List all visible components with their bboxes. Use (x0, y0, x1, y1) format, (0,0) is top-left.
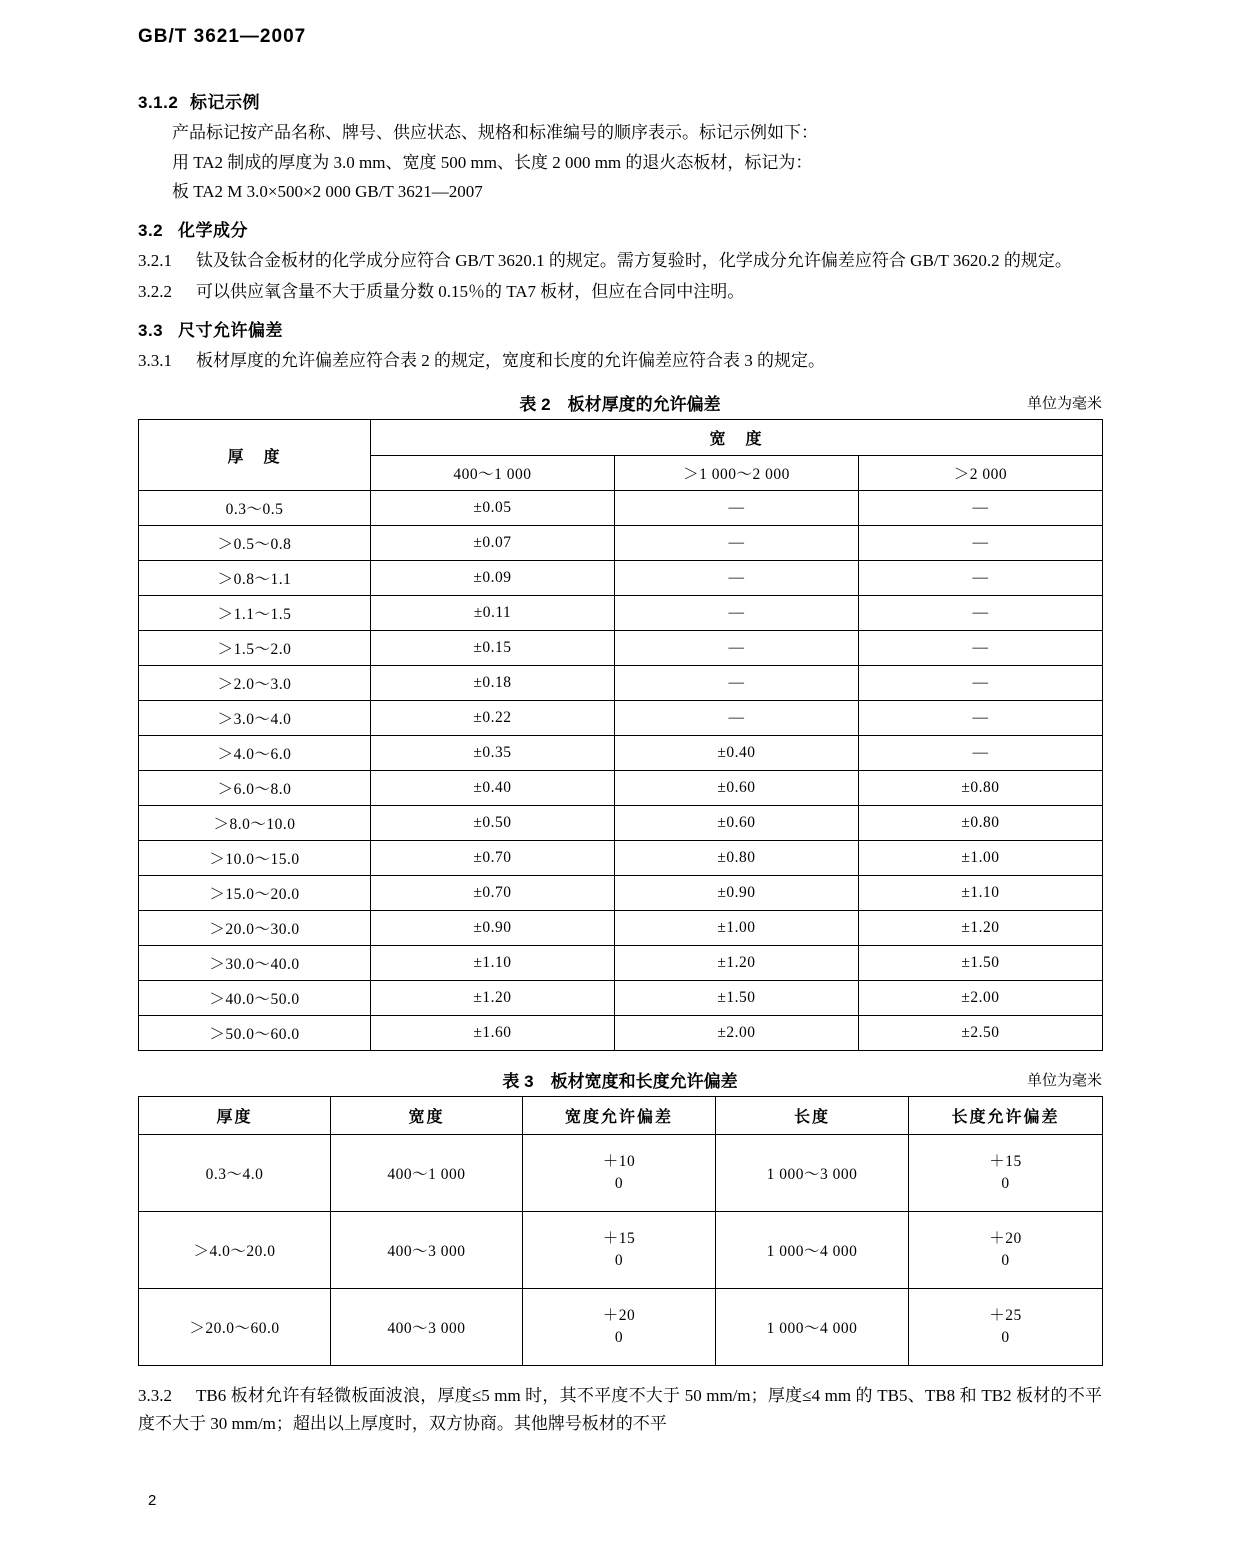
table-2-cell-value: ±1.20 (615, 946, 859, 981)
table-3-col-length-tol: 长度允许偏差 (909, 1097, 1103, 1135)
table-3-cell-length-tol-upper: ＋25 (989, 1306, 1022, 1324)
table-3-cell-length-tol (909, 1212, 1103, 1289)
table-2-cell-value: — (615, 526, 859, 561)
heading-3-2 (138, 216, 1102, 241)
table-2-cell-thickness: ＞6.0～8.0 (139, 771, 371, 806)
table-3-cell-length-tol-lower: 0 (1001, 1175, 1010, 1193)
table-3-col-thickness: 厚度 (139, 1097, 331, 1135)
table-3-cell-width-tol-upper: ＋20 (602, 1306, 636, 1324)
clause-3-3-2-text: TB6 板材允许有轻微板面波浪，厚度≤5 mm 时，其不平度不大于 50 mm/m；厚度≤4 mm 的 TB5、TB8 和 TB2 板材的不平度不大于 30 mm/m；超出以上厚度时，双方协商。其他牌号板材的不平 (138, 1386, 1102, 1433)
table-2-caption-text: 表 2 板材厚度的允许偏差 (519, 395, 721, 415)
table-2-cell-value: ±0.11 (371, 596, 615, 631)
table-3-cell-length-tol-upper: ＋20 (989, 1229, 1022, 1247)
table-2-cell-value: ±1.20 (371, 981, 615, 1016)
table-2-col-width-1: 400～1 000 (371, 456, 615, 491)
table-2-cell-value: ±0.60 (615, 806, 859, 841)
paragraph-3-1-2-2: 用 TA2 制成的厚度为 3.0 mm、宽度 500 mm、长度 2 000 mm 的退火态板材，标记为： (172, 152, 813, 172)
table-thickness-tolerance (138, 419, 1103, 1051)
table-2-unit: 单位为毫米 (1026, 395, 1102, 413)
clause-3-2-2 (138, 278, 1102, 306)
table-3-cell-width: 400～3 000 (331, 1289, 523, 1366)
table-2-col-width-3: ＞2 000 (859, 456, 1103, 491)
table-3-cell-length-tol-upper: ＋15 (989, 1152, 1022, 1170)
table-3-cell-thickness: ＞4.0～20.0 (139, 1212, 331, 1289)
table-row (139, 491, 1103, 526)
table-2-cell-thickness: ＞50.0～60.0 (139, 1016, 371, 1051)
table-3-cell-width-tol (523, 1135, 716, 1212)
table-2-cell-value: ±0.22 (371, 701, 615, 736)
table-2-cell-thickness: ＞0.5～0.8 (139, 526, 371, 561)
table-2-cell-value: — (615, 631, 859, 666)
table-2-col-thickness: 厚 度 (139, 420, 371, 491)
table-3-cell-width-tol-lower: 0 (614, 1252, 624, 1270)
table-2-cell-thickness: 0.3～0.5 (139, 491, 371, 526)
table-2-cell-value: ±1.10 (859, 876, 1103, 911)
table-2-cell-value: ±1.50 (615, 981, 859, 1016)
table-3-cell-width-tol-lower: 0 (614, 1329, 624, 1347)
clause-3-2-1-text: 钛及钛合金板材的化学成分应符合 GB/T 3620.1 的规定。需方复验时，化学成分允许偏差应符合 GB/T 3620.2 的规定。 (196, 250, 1072, 270)
table-row (139, 631, 1103, 666)
heading-3-3-number: 3.3 (138, 320, 164, 340)
table-2-cell-value: — (859, 526, 1103, 561)
table-row (139, 526, 1103, 561)
table-3-cell-thickness: ＞20.0～60.0 (139, 1289, 331, 1366)
table-2-cell-value: ±0.80 (859, 771, 1103, 806)
table-width-length-tolerance (138, 1096, 1103, 1366)
table-2-cell-value: ±1.00 (615, 911, 859, 946)
table-2-header-row-1 (139, 420, 1103, 456)
table-2-cell-value: ±1.00 (859, 841, 1103, 876)
table-3-col-width-tol: 宽度允许偏差 (523, 1097, 716, 1135)
table-2-cell-thickness: ＞1.1～1.5 (139, 596, 371, 631)
clause-3-2-2-number: 3.2.2 (138, 282, 172, 302)
table-2-cell-value: ±0.90 (371, 911, 615, 946)
table-3-col-length: 长度 (716, 1097, 909, 1135)
table-2-cell-thickness: ＞15.0～20.0 (139, 876, 371, 911)
table-2-caption (138, 390, 1102, 415)
table-2-cell-value: ±1.60 (371, 1016, 615, 1051)
clause-3-2-1 (138, 247, 1102, 275)
table-3-caption-text: 表 3 板材宽度和长度允许偏差 (502, 1072, 738, 1092)
table-row (139, 771, 1103, 806)
table-2-cell-value: ±0.70 (371, 841, 615, 876)
table-2-cell-value: ±2.00 (615, 1016, 859, 1051)
table-3-col-width: 宽度 (331, 1097, 523, 1135)
table-2-cell-value: ±0.80 (859, 806, 1103, 841)
table-row (139, 806, 1103, 841)
table-2-cell-value: ±0.09 (371, 561, 615, 596)
table-2-cell-thickness: ＞40.0～50.0 (139, 981, 371, 1016)
table-row (139, 596, 1103, 631)
table-2-cell-value: — (859, 596, 1103, 631)
table-row (139, 876, 1103, 911)
table-2-cell-value: ±0.15 (371, 631, 615, 666)
table-2-cell-value: ±0.35 (371, 736, 615, 771)
table-2-cell-value: ±0.50 (371, 806, 615, 841)
paragraph-3-1-2-1: 产品标记按产品名称、牌号、供应状态、规格和标准编号的顺序表示。标记示例如下： (172, 123, 818, 142)
table-2-cell-thickness: ＞1.5～2.0 (139, 631, 371, 666)
table-2-cell-value: — (859, 561, 1103, 596)
table-3-cell-width-tol-upper: ＋15 (602, 1229, 636, 1247)
table-3-cell-width-tol (523, 1289, 716, 1366)
table-3-cell-width-tol-upper: ＋10 (602, 1152, 636, 1170)
table-row (139, 911, 1103, 946)
table-row (139, 946, 1103, 981)
table-3-cell-width: 400～1 000 (331, 1135, 523, 1212)
table-2-cell-thickness: ＞2.0～3.0 (139, 666, 371, 701)
table-row (139, 736, 1103, 771)
clause-3-3-2-number: 3.3.2 (138, 1386, 172, 1406)
table-2-cell-value: — (615, 666, 859, 701)
heading-3-3 (138, 316, 1102, 341)
table-2-cell-value: — (615, 491, 859, 526)
table-2-cell-value: — (615, 596, 859, 631)
table-3-cell-length-tol (909, 1289, 1103, 1366)
table-3-cell-width-tol-lower: 0 (614, 1175, 624, 1193)
table-2-cell-value: — (615, 561, 859, 596)
table-2-cell-value: — (859, 631, 1103, 666)
heading-3-1-2-number: 3.1.2 (138, 93, 179, 112)
paragraph-3-1-2-3: 板 TA2 M 3.0×500×2 000 GB/T 3621—2007 (172, 182, 483, 202)
table-3-unit: 单位为毫米 (1026, 1072, 1102, 1090)
clause-3-2-2-text: 可以供应氧含量不大于质量分数 0.15％的 TA7 板材，但应在合同中注明。 (196, 282, 745, 302)
table-3-cell-length-tol-lower: 0 (1001, 1329, 1010, 1347)
table-2-cell-value: — (859, 701, 1103, 736)
table-row (139, 841, 1103, 876)
table-2-cell-value: ±0.05 (371, 491, 615, 526)
table-row (139, 981, 1103, 1016)
table-2-col-width-2: ＞1 000～2 000 (615, 456, 859, 491)
heading-3-1-2 (138, 88, 1102, 113)
heading-3-3-text: 尺寸允许偏差 (178, 320, 283, 340)
table-row (139, 1135, 1103, 1212)
document-body (138, 78, 1102, 1437)
table-2-cell-thickness: ＞0.8～1.1 (139, 561, 371, 596)
table-2-cell-thickness: ＞3.0～4.0 (139, 701, 371, 736)
table-3-header-row (139, 1097, 1103, 1135)
table-row (139, 666, 1103, 701)
table-2-cell-value: ±1.20 (859, 911, 1103, 946)
clause-3-3-1 (138, 347, 1102, 375)
table-2-cell-value: — (615, 701, 859, 736)
table-3-cell-length: 1 000～3 000 (716, 1135, 909, 1212)
table-row (139, 1289, 1103, 1366)
table-2-cell-thickness: ＞30.0～40.0 (139, 946, 371, 981)
clause-3-3-1-number: 3.3.1 (138, 350, 172, 370)
table-3-cell-width-tol (523, 1212, 716, 1289)
table-3-cell-length: 1 000～4 000 (716, 1212, 909, 1289)
table-2-cell-value: — (859, 736, 1103, 771)
table-2-cell-value: ±0.40 (371, 771, 615, 806)
table-2-cell-thickness: ＞8.0～10.0 (139, 806, 371, 841)
clause-3-3-2 (138, 1382, 1102, 1437)
table-2-col-width-group: 宽 度 (371, 420, 1103, 456)
table-row (139, 561, 1103, 596)
table-3-caption (138, 1067, 1102, 1092)
table-row (139, 1212, 1103, 1289)
table-2-cell-value: ±2.50 (859, 1016, 1103, 1051)
table-2-cell-value: ±2.00 (859, 981, 1103, 1016)
table-3-cell-width: 400～3 000 (331, 1212, 523, 1289)
table-2-cell-value: ±0.80 (615, 841, 859, 876)
clause-3-3-1-text: 板材厚度的允许偏差应符合表 2 的规定，宽度和长度的允许偏差应符合表 3 的规定。 (196, 350, 825, 370)
heading-3-2-number: 3.2 (138, 220, 164, 240)
table-2-cell-value: — (859, 491, 1103, 526)
heading-3-2-text: 化学成分 (178, 220, 248, 240)
clause-3-2-1-number: 3.2.1 (138, 250, 172, 270)
table-2-cell-value: ±0.70 (371, 876, 615, 911)
table-3-cell-thickness: 0.3～4.0 (139, 1135, 331, 1212)
table-row (139, 1016, 1103, 1051)
page-header: GB/T 3621—2007 (138, 26, 307, 47)
table-2-cell-value: ±1.50 (859, 946, 1103, 981)
table-2-cell-value: ±0.60 (615, 771, 859, 806)
table-2-cell-thickness: ＞4.0～6.0 (139, 736, 371, 771)
table-3-cell-length: 1 000～4 000 (716, 1289, 909, 1366)
table-2-cell-thickness: ＞20.0～30.0 (139, 911, 371, 946)
table-2-cell-value: ±0.18 (371, 666, 615, 701)
table-2-cell-value: ±0.40 (615, 736, 859, 771)
table-2-cell-thickness: ＞10.0～15.0 (139, 841, 371, 876)
table-row (139, 701, 1103, 736)
table-3-cell-length-tol (909, 1135, 1103, 1212)
table-2-cell-value: ±0.90 (615, 876, 859, 911)
page-number: 2 (148, 1492, 157, 1509)
table-2-cell-value: ±1.10 (371, 946, 615, 981)
table-3-cell-length-tol-lower: 0 (1001, 1252, 1010, 1270)
table-2-cell-value: ±0.07 (371, 526, 615, 561)
heading-3-1-2-text: 标记示例 (190, 93, 260, 112)
table-2-cell-value: — (859, 666, 1103, 701)
